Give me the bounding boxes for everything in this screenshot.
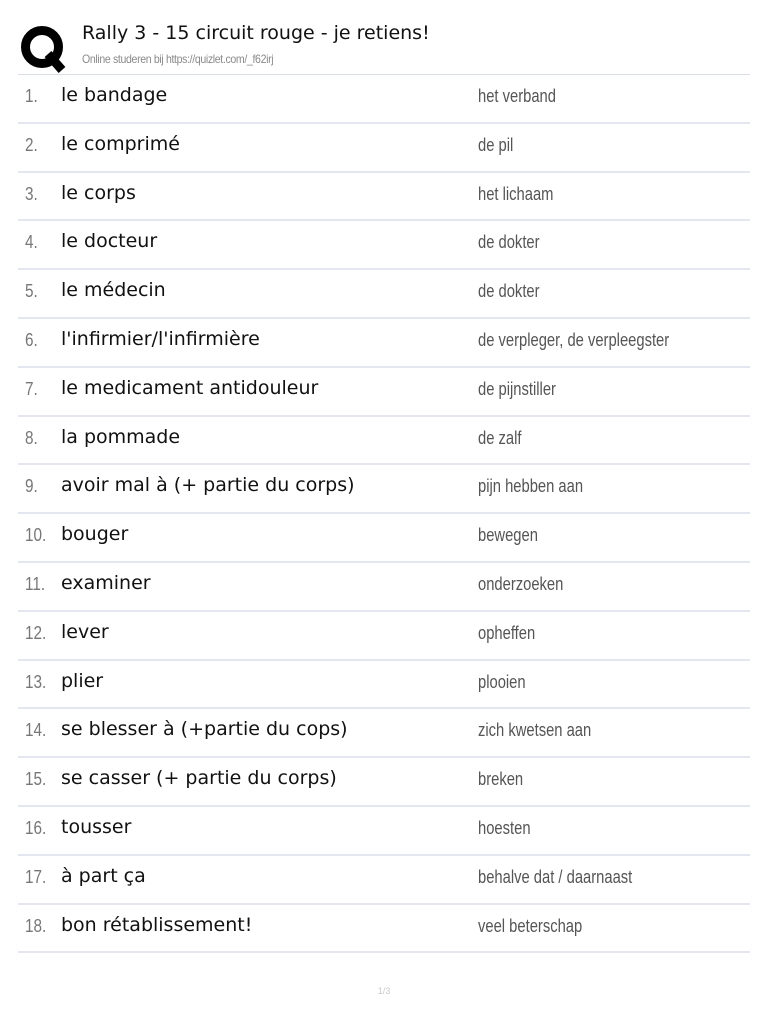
term-definition: de pil <box>478 134 514 155</box>
term-row <box>18 319 750 368</box>
term-text: l'infirmier/l'infirmière <box>61 327 260 350</box>
term-number: 17. <box>25 866 47 887</box>
term-row <box>18 75 750 124</box>
page-title: Rally 3 - 15 circuit rouge - je retiens! <box>82 22 430 44</box>
term-text: se blesser à (+partie du cops) <box>61 718 348 741</box>
term-definition: de dokter <box>478 232 540 253</box>
term-text: bouger <box>61 523 129 546</box>
term-definition: hoesten <box>478 817 531 838</box>
term-text: le bandage <box>61 84 168 106</box>
term-list <box>18 75 750 953</box>
term-text: le médecin <box>61 279 166 302</box>
term-number: 9. <box>25 476 38 497</box>
term-number: 14. <box>25 720 47 741</box>
term-number: 6. <box>25 329 38 350</box>
term-row <box>18 709 750 758</box>
term-definition: zich kwetsen aan <box>478 720 592 741</box>
term-text: à part ça <box>61 864 146 887</box>
term-text: le corps <box>61 181 136 204</box>
term-number: 18. <box>25 915 47 936</box>
term-number: 10. <box>25 525 47 546</box>
term-row <box>18 905 750 954</box>
term-number: 8. <box>25 427 38 448</box>
term-row <box>18 124 750 173</box>
term-definition: breken <box>478 769 524 790</box>
term-row <box>18 514 750 563</box>
term-row <box>18 612 750 661</box>
term-row <box>18 173 750 222</box>
term-text: examiner <box>61 571 151 594</box>
term-definition: opheffen <box>478 622 536 643</box>
term-number: 2. <box>25 134 38 155</box>
term-number: 7. <box>25 378 38 399</box>
term-text: le docteur <box>61 230 158 253</box>
term-text: le medicament antidouleur <box>61 376 319 399</box>
term-text: se casser (+ partie du corps) <box>61 767 337 790</box>
term-row <box>18 856 750 905</box>
term-text: bon rétablissement! <box>61 913 253 936</box>
term-row <box>18 465 750 514</box>
term-number: 1. <box>25 86 38 106</box>
term-text: avoir mal à (+ partie du corps) <box>61 474 355 497</box>
page-subtitle-link[interactable]: Online studeren bij https://quizlet.com/_f62irj <box>82 52 274 66</box>
term-number: 16. <box>25 817 47 838</box>
term-definition: onderzoeken <box>478 573 564 594</box>
term-number: 5. <box>25 281 38 302</box>
term-definition: de dokter <box>478 281 540 302</box>
term-definition: behalve dat / daarnaast <box>478 866 633 887</box>
term-definition: de pijnstiller <box>478 378 556 399</box>
term-row <box>18 221 750 270</box>
term-text: le comprimé <box>61 132 180 155</box>
term-text: tousser <box>61 815 132 838</box>
quizlet-q-logo-icon <box>18 23 68 73</box>
term-definition: de verpleger, de verpleegster <box>478 329 670 350</box>
term-definition: veel beterschap <box>478 915 583 936</box>
page-header <box>18 18 750 74</box>
term-definition: de zalf <box>478 427 522 448</box>
term-number: 15. <box>25 769 47 790</box>
term-definition: pijn hebben aan <box>478 476 584 497</box>
term-text: la pommade <box>61 425 181 448</box>
term-number: 4. <box>25 232 38 253</box>
term-text: lever <box>61 620 109 643</box>
term-row <box>18 758 750 807</box>
term-number: 12. <box>25 622 47 643</box>
term-row <box>18 807 750 856</box>
term-row <box>18 661 750 710</box>
term-definition: het verband <box>478 86 556 106</box>
term-number: 13. <box>25 671 47 692</box>
term-row <box>18 417 750 466</box>
term-row <box>18 270 750 319</box>
term-definition: het lichaam <box>478 183 554 204</box>
term-definition: bewegen <box>478 525 538 546</box>
term-number: 11. <box>25 573 46 594</box>
term-text: plier <box>61 669 104 692</box>
term-definition: plooien <box>478 671 526 692</box>
term-row <box>18 368 750 417</box>
page-indicator: 1/3 <box>377 986 391 996</box>
term-row <box>18 563 750 612</box>
term-number: 3. <box>25 183 38 204</box>
